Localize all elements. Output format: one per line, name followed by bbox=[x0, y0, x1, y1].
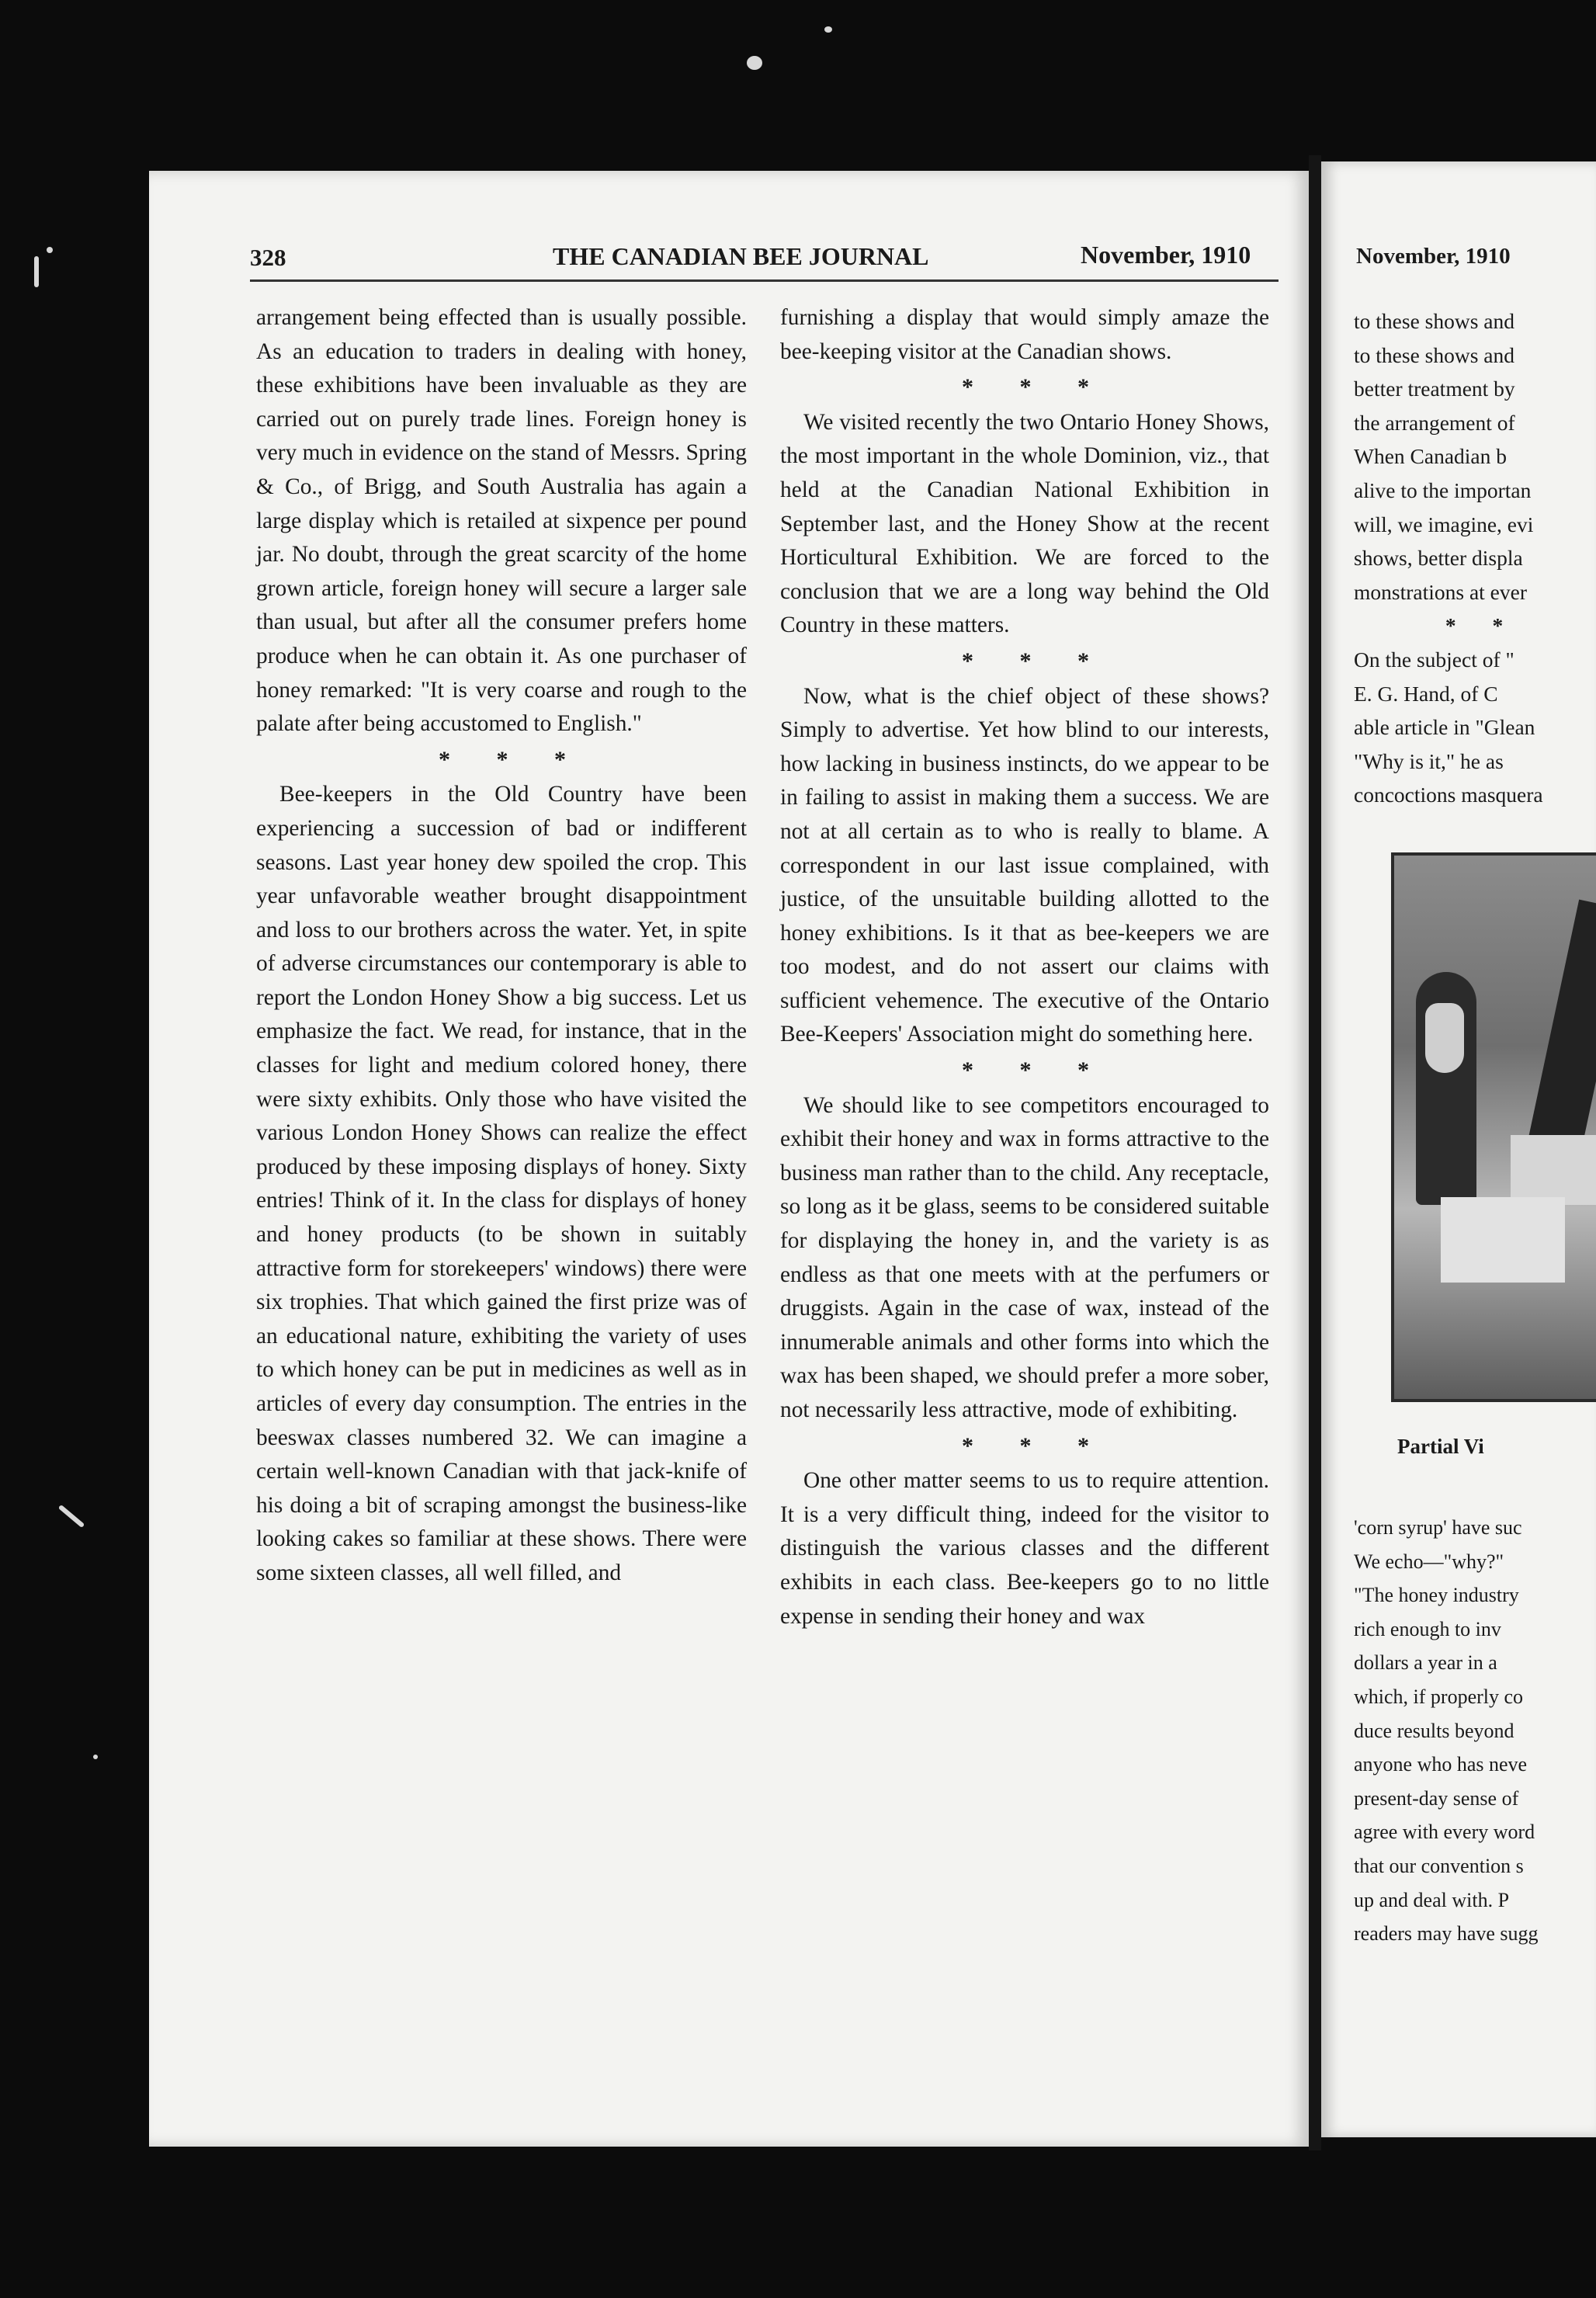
text-line: alive to the importan bbox=[1354, 477, 1532, 502]
text-line: able article in "Glean bbox=[1354, 715, 1535, 740]
paragraph: We should like to see competitors encouraged to exhibit their honey and wax in forms attractive to the business man rather than to the child. Any receptacle, so long as it be glass, seems to be considered suitable for displaying the honey in, and the variety is as endless as that one meets with at the perfumers or druggists. Again in the case of wax, instead of the innumerable animals and other forms into which the wax has been shaped, we should prefer a more sober, not necessarily less attractive, mode of exhibiting. bbox=[780, 1092, 1269, 1422]
text-line: shows, better displa bbox=[1354, 546, 1523, 571]
paragraph: furnishing a display that would simply amaze the bee-keeping visitor at the Canadian shows. bbox=[780, 305, 1269, 364]
hive-shape bbox=[1511, 1135, 1596, 1205]
text-line: that our convention s bbox=[1354, 1854, 1524, 1877]
beard-shape bbox=[1425, 1003, 1464, 1073]
page-number: 328 bbox=[250, 244, 286, 271]
text-line: to these shows and bbox=[1354, 342, 1514, 367]
journal-title: THE CANADIAN BEE JOURNAL bbox=[553, 242, 929, 270]
text-line: dollars a year in a bbox=[1354, 1651, 1497, 1675]
dust-speck bbox=[93, 1755, 98, 1759]
left-page bbox=[149, 171, 1309, 2147]
photograph bbox=[1391, 852, 1596, 1402]
section-separator: * * * bbox=[962, 374, 1109, 401]
section-separator: * * * bbox=[439, 746, 586, 772]
dust-speck bbox=[47, 247, 53, 253]
text-line: anyone who has neve bbox=[1354, 1753, 1528, 1776]
dust-speck bbox=[34, 256, 39, 287]
dust-speck bbox=[58, 1505, 85, 1528]
text-line: to these shows and bbox=[1354, 309, 1514, 333]
text-line: better treatment by bbox=[1354, 377, 1515, 401]
page-gutter bbox=[1309, 155, 1321, 2150]
text-line: duce results beyond bbox=[1354, 1719, 1514, 1742]
right-page bbox=[1321, 161, 1596, 2137]
text-line: 'corn syrup' have suc bbox=[1354, 1516, 1522, 1539]
paragraph: Now, what is the chief object of these shows? Simply to advertise. Yet how blind to our interests, how lacking in business instincts, do we appear to be in failing to assist in making them a success. We are not at all certain as to who is really to blame. A correspondent in our last issue complained, with justice, of the unsuitable building allotted to the honey exhibitions. Is it that as bee-keepers we are too modest, and do not assert our claims with sufficient vehemence. The executive of the Ontario Bee-Keepers' Association might do something here. bbox=[780, 683, 1269, 1047]
text-line: "The honey industry bbox=[1354, 1584, 1519, 1607]
issue-date: November, 1910 bbox=[1081, 241, 1251, 269]
text-line: When Canadian b bbox=[1354, 444, 1508, 469]
text-line: readers may have sugg bbox=[1354, 1922, 1539, 1946]
section-separator: * * bbox=[1445, 613, 1519, 638]
header-rule bbox=[250, 279, 1279, 282]
text-line: monstrations at ever bbox=[1354, 579, 1527, 604]
text-line: concoctions masquera bbox=[1354, 783, 1543, 807]
dust-speck bbox=[824, 26, 832, 33]
text-line: agree with every word bbox=[1354, 1821, 1535, 1844]
text-line: the arrangement of bbox=[1354, 410, 1515, 435]
paragraph: Bee-keepers in the Old Country have been experiencing a succession of bad or indifferent seasons. Last year honey dew spoiled the crop. This year unfavorable weather brought disappointment and loss to our brothers across the water. Yet, in spite of adverse circumstances our contemporary is able to report the London Honey Show a big success. Let us emphasize the fact. We read, for instance, that in the classes for light and medium colored honey, there were sixty exhibits. Only those who have visited the various London Honey Shows can realize the effect produced by these imposing displays of honey. Sixty entries! Think of it. In the class for displays of honey and honey products (to be shown in suitably attractive form for storekeepers' windows) there were six trophies. That which gained the first prize was of an educational nature, exhibiting the variety of uses to which honey can be put in medicines as well as in articles of every day consumption. The entries in the beeswax classes numbered 32. We can imagine a certain well-known Canadian with that jack-knife of his doing a bit of scraping amongst the business-like looking cakes so familiar at these shows. There were some sixteen classes, all well filled, and bbox=[256, 782, 747, 1585]
section-separator: * * * bbox=[962, 1057, 1109, 1084]
text-line: will, we imagine, evi bbox=[1354, 512, 1534, 536]
photo-caption: Partial Vi bbox=[1397, 1435, 1484, 1458]
text-line: rich enough to inv bbox=[1354, 1617, 1501, 1640]
paragraph: One other matter seems to us to require attention. It is a very difficult thing, indeed for the visitor to distinguish the various classes and the different exhibits in each class. Bee-keepers go to no little expense in sending their honey and wax bbox=[780, 1468, 1269, 1629]
right-column-top bbox=[1354, 304, 1596, 812]
text-line: "Why is it," he as bbox=[1354, 748, 1504, 773]
right-column-bottom bbox=[1354, 1511, 1596, 1951]
text-line: which, if properly co bbox=[1354, 1685, 1524, 1708]
section-separator: * * * bbox=[962, 647, 1109, 674]
text-line: We echo—"why?" bbox=[1354, 1550, 1504, 1573]
text-line: On the subject of " bbox=[1354, 647, 1514, 672]
section-separator: * * * bbox=[962, 1432, 1109, 1459]
paragraph: arrangement being effected than is usually possible. As an education to traders in dealing with honey, these exhibitions have been invaluable as they are carried out on purely trade lines. Foreign honey is very much in evidence on the stand of Messrs. Spring & Co., of Brigg, and South Australia has again a large display which is retailed at sixpence per pound jar. No doubt, through the great scarcity of the home grown article, foreign honey will secure a larger sale than usual, but after all the consumer prefers home produce when he can obtain it. As one purchaser of honey remarked: "It is very coarse and rough to the palate after being accustomed to English." bbox=[256, 305, 747, 737]
text-line: E. G. Hand, of C bbox=[1354, 681, 1498, 706]
hive-shape bbox=[1441, 1197, 1565, 1283]
text-line: up and deal with. P bbox=[1354, 1888, 1510, 1911]
middle-column bbox=[780, 301, 1269, 1633]
right-page-date: November, 1910 bbox=[1356, 244, 1511, 269]
dust-speck bbox=[747, 56, 762, 70]
paragraph: We visited recently the two Ontario Honey Shows, the most important in the whole Dominion, viz., that held at the Canadian National Exhibition in September last, and the Honey Show at the recent Horticultural Exhibition. We are forced to the conclusion that we are a long way behind the Old Country in these matters. bbox=[780, 409, 1269, 638]
left-column bbox=[256, 301, 747, 1591]
text-line: present-day sense of bbox=[1354, 1786, 1519, 1810]
